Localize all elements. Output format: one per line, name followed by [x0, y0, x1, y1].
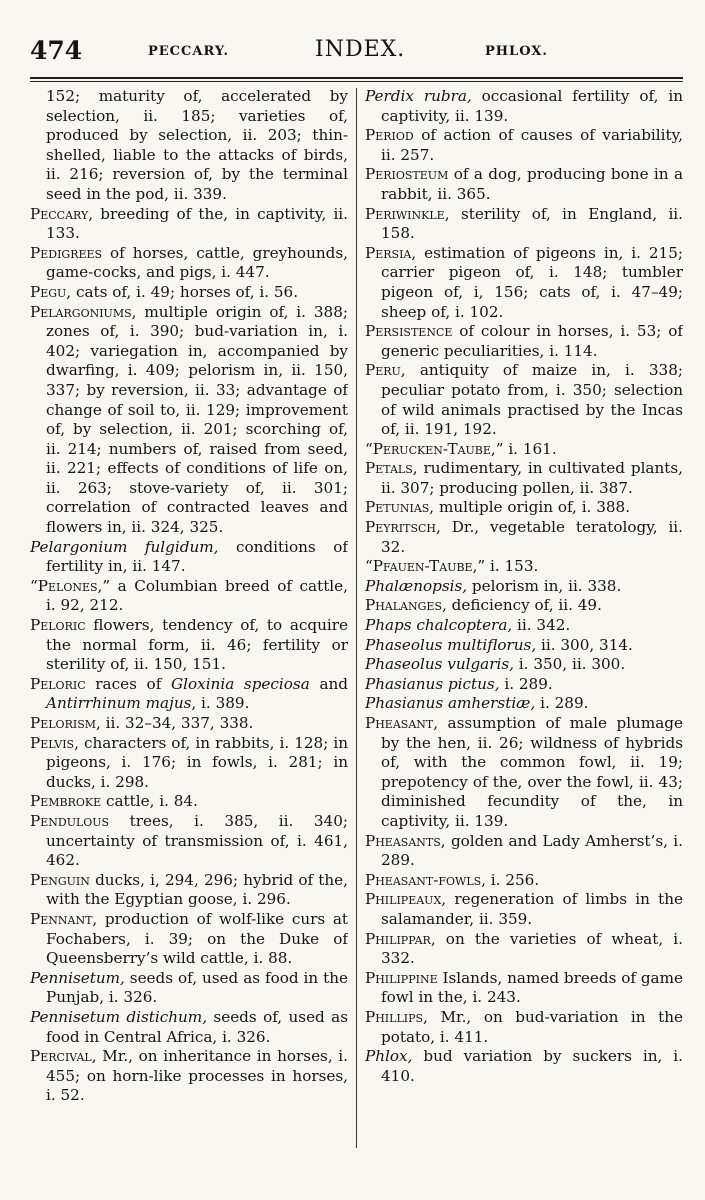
index-entry [365, 1008, 683, 1047]
entry-headword: Pedigrees [30, 243, 103, 262]
index-entry [365, 87, 683, 126]
entry-headword: Pelargoniums, [30, 302, 137, 321]
entry-text: , i. 389. [191, 694, 250, 713]
index-entry [365, 498, 683, 518]
index-entry [30, 1047, 348, 1106]
entry-text: i. 153. [485, 557, 539, 576]
index-column-right [365, 87, 683, 1150]
index-entry [30, 616, 348, 675]
index-entry [30, 734, 348, 793]
entry-text: breeding of the, in captivity, ii. 133. [46, 204, 348, 243]
entry-text: i. 256. [485, 870, 540, 889]
index-entry [30, 714, 348, 734]
entry-italic-term: Gloxinia speciosa [171, 674, 310, 693]
entry-headword: Phillips, [365, 1007, 428, 1026]
entry-text: on the varieties of wheat, i. 332. [381, 929, 683, 968]
entry-text: pelorism in, ii. 338. [467, 576, 622, 595]
index-entry [30, 283, 348, 303]
entry-text: a Columbian breed of cattle, i. 92, 212. [46, 576, 348, 615]
entry-text: characters of, in rabbits, i. 128; in pigeons, i. 176; in fowls, i. 281; in ducks, i. 298. [46, 733, 348, 791]
entry-text: multiple origin of, i. 388; zones of, i. 390; bud-variation in, i. 402; variegation in, accompanied by dwarfing, i. 409; pelorism in, ii. 150, 337; by reversion, ii. 33; advantage of change of soil to, ii. 129; improvement of, by selection, ii. 201; scorching of, ii. 214; numbers of, raised from seed, ii. 221; effects of conditions of life on, ii. 263; stove-variety of, ii. 301; correlation of contracted leaves and flowers in, ii. 324, 325. [46, 302, 348, 537]
entry-headword: Persia, [365, 243, 417, 262]
entry-headword: Period [365, 126, 414, 145]
page-number: 474 [30, 36, 83, 65]
index-entry [365, 126, 683, 165]
index-entry [365, 322, 683, 361]
entry-text: bud variation by suckers in, i. 410. [381, 1047, 683, 1085]
index-entry [365, 616, 683, 636]
entry-headword: Philippar, [365, 929, 436, 948]
index-entry [30, 792, 348, 812]
index-entry [365, 694, 683, 714]
entry-headword: Phasianus amherstiæ, [365, 694, 536, 713]
entry-headword: Pelvis, [30, 733, 79, 752]
entry-headword: Phaseolus vulgaris, [365, 655, 514, 674]
index-entry [30, 303, 348, 538]
index-entry [30, 205, 348, 244]
entry-text: production of wolf-like curs at Fochabers, i. 39; on the Duke of Queensberry’s wild cattle, i. 88. [46, 909, 348, 968]
entry-text: multiple origin of, i. 388. [434, 498, 631, 517]
entry-headword: Peru, [365, 361, 406, 380]
entry-text: seeds of, used as food in the Punjab, i. 326. [46, 968, 348, 1007]
index-entry [365, 969, 683, 1008]
index-column-left [30, 87, 348, 1150]
index-entry [365, 165, 683, 204]
index-entry [365, 557, 683, 577]
entry-text: i. 289. [535, 694, 589, 713]
index-entry [30, 244, 348, 283]
entry-text: ii. 342. [512, 616, 571, 635]
entry-headword: Pelargonium fulgidum, [30, 537, 219, 556]
entry-text: conditions of fertility in, ii. 147. [46, 537, 348, 576]
index-entry [30, 577, 348, 616]
entry-text: cattle, i. 84. [101, 792, 198, 811]
entry-headword: “Perucken-Taube,” [365, 439, 504, 458]
entry-headword: Peloric [30, 674, 86, 693]
entry-headword: Pelorism, [30, 714, 101, 732]
entry-text: i. 350, ii. 300. [513, 655, 626, 674]
index-entry [30, 1008, 348, 1047]
index-entry [30, 538, 348, 577]
entry-headword: Pegu, [30, 282, 72, 301]
entry-headword: Petunias, [365, 498, 435, 517]
index-entry [365, 1047, 683, 1086]
entry-headword: Petals, [365, 459, 418, 478]
entry-text: cats of, i. 49; horses of, i. 56. [71, 282, 299, 301]
entry-headword: Percival, [30, 1047, 97, 1066]
index-entry [365, 205, 683, 244]
index-entry [365, 675, 683, 695]
page-header [30, 36, 683, 70]
index-entry [30, 910, 348, 969]
entry-text: of action of causes of variability, ii. 257. [381, 126, 683, 164]
entry-text: Mr., on inheritance in horses, i. 455; on horn-like processes in horses, i. 52. [46, 1047, 348, 1105]
entry-text: i. 161. [503, 439, 557, 458]
index-entry [365, 714, 683, 832]
index-entry [365, 890, 683, 929]
entry-headword: Phaseolus multiflorus, [365, 635, 537, 654]
entry-text: trees, i. 385, ii. 340; uncertainty of transmission of, i. 461, 462. [46, 811, 348, 870]
entry-text: and [309, 674, 348, 693]
entry-text: sterility of, in England, ii. 158. [381, 204, 683, 243]
index-entry [365, 518, 683, 557]
entry-headword: Phalænopsis, [365, 576, 468, 595]
entry-text: ii. 300, 314. [536, 635, 633, 654]
entry-text: of colour in horses, i. 53; of generic peculiarities, i. 114. [381, 322, 683, 360]
entry-text: assumption of male plumage by the hen, ii. 26; wildness of hybrids of, with the common fowl, ii. 19; prepotency of the, over the fowl, ii. 43; diminished fecundity of the, in captivity, ii. 139. [381, 714, 683, 830]
index-entry [30, 871, 348, 910]
index-entry [365, 459, 683, 498]
entry-text: rudimentary, in cultivated plants, ii. 307; producing pollen, ii. 387. [381, 459, 683, 497]
entry-headword: Persistence [365, 322, 453, 341]
entry-headword: “Pelones,” [30, 576, 111, 595]
entry-text: Dr., vegetable teratology, ii. 32. [381, 518, 683, 556]
index-entry [365, 244, 683, 322]
entry-text: i. 289. [499, 674, 553, 693]
header-rule [30, 77, 683, 82]
entry-text: flowers, tendency of, to acquire the normal form, ii. 46; fertility or sterility of, ii. 150, 151. [46, 616, 348, 674]
entry-headword: “Pfauen-Taube,” [365, 557, 486, 576]
entry-italic-term: Antirrhinum majus [46, 694, 192, 713]
entry-text: ducks, i, 294, 296; hybrid of the, with the Egyptian goose, i. 296. [46, 870, 348, 909]
index-entry [30, 812, 348, 871]
running-head-right: PHLOX. [485, 44, 548, 59]
entry-headword: Philipeaux, [365, 890, 447, 909]
entry-headword: Philippine [365, 968, 438, 987]
index-entry [365, 930, 683, 969]
entry-headword: Phalanges, [365, 596, 447, 615]
entry-headword: Pheasants, [365, 831, 446, 850]
entry-text: estimation of pigeons in, i. 215; carrier pigeon of, i. 148; tumbler pigeon of, i, 156; cats of, i. 47–49; sheep of, i. 102. [381, 243, 683, 321]
entry-headword: Pembroke [30, 792, 102, 811]
entry-text: regeneration of limbs in the salamander, ii. 359. [381, 890, 683, 928]
entry-text: Mr., on bud-variation in the potato, i. 411. [381, 1007, 683, 1046]
entry-text: of a dog, producing bone in a rabbit, ii. 365. [381, 165, 683, 203]
index-entry [30, 87, 348, 205]
index-entry [30, 675, 348, 714]
entry-text: antiquity of maize in, i. 338; peculiar potato from, i. 350; selection of wild animals practised by the Incas of, ii. 191, 192. [381, 361, 683, 439]
entry-text: occasional fertility of, in captivity, ii. 139. [381, 87, 683, 125]
entry-headword: Perdix rubra, [365, 87, 472, 105]
index-entry [365, 636, 683, 656]
entry-text: golden and Lady Amherst’s, i. 289. [381, 831, 683, 870]
entry-headword: Pennisetum distichum, [30, 1007, 208, 1026]
entry-headword: Pennant, [30, 909, 98, 928]
entry-headword: Penguin [30, 870, 90, 889]
entry-headword: Phasianus pictus, [365, 674, 500, 693]
entry-headword: Pheasant, [365, 714, 439, 732]
entry-headword: Pendulous [30, 811, 110, 830]
index-entry [365, 832, 683, 871]
column-divider [356, 88, 357, 1148]
entry-headword: Phaps chalcoptera, [365, 616, 513, 635]
entry-headword: Phlox, [365, 1047, 413, 1066]
index-entry [365, 871, 683, 891]
entry-headword: Peloric [30, 616, 86, 635]
entry-text: 152; maturity of, accelerated by selection, ii. 185; varieties of, produced by selection, ii. 203; thin-shelled, liable to the attacks of birds, ii. 216; reversion of, by the terminal seed in the pod, ii. 339. [46, 87, 348, 203]
index-entry [365, 577, 683, 597]
entry-headword: Pheasant-fowls, [365, 870, 486, 889]
entry-text: Islands, named breeds of game fowl in the, i. 243. [381, 968, 683, 1007]
index-entry [30, 969, 348, 1008]
entry-text: ii. 32–34, 337, 338. [100, 714, 254, 732]
page-title: INDEX. [315, 37, 406, 62]
entry-text: of horses, cattle, greyhounds, game-cocks, and pigs, i. 447. [46, 243, 348, 282]
entry-headword: Periwinkle, [365, 204, 450, 223]
entry-headword: Peccary, [30, 204, 94, 223]
entry-text: deficiency of, ii. 49. [446, 596, 602, 615]
index-entry [365, 596, 683, 616]
entry-text: races of [85, 674, 171, 693]
running-head-left: PECCARY. [148, 44, 229, 59]
entry-text: seeds of, used as food in Central Africa, i. 326. [46, 1007, 348, 1046]
entry-headword: Peyritsch, [365, 518, 441, 537]
index-entry [365, 655, 683, 675]
entry-headword: Periosteum [365, 165, 449, 184]
index-entry [365, 440, 683, 460]
index-entry [365, 361, 683, 439]
entry-headword: Pennisetum, [30, 968, 125, 987]
